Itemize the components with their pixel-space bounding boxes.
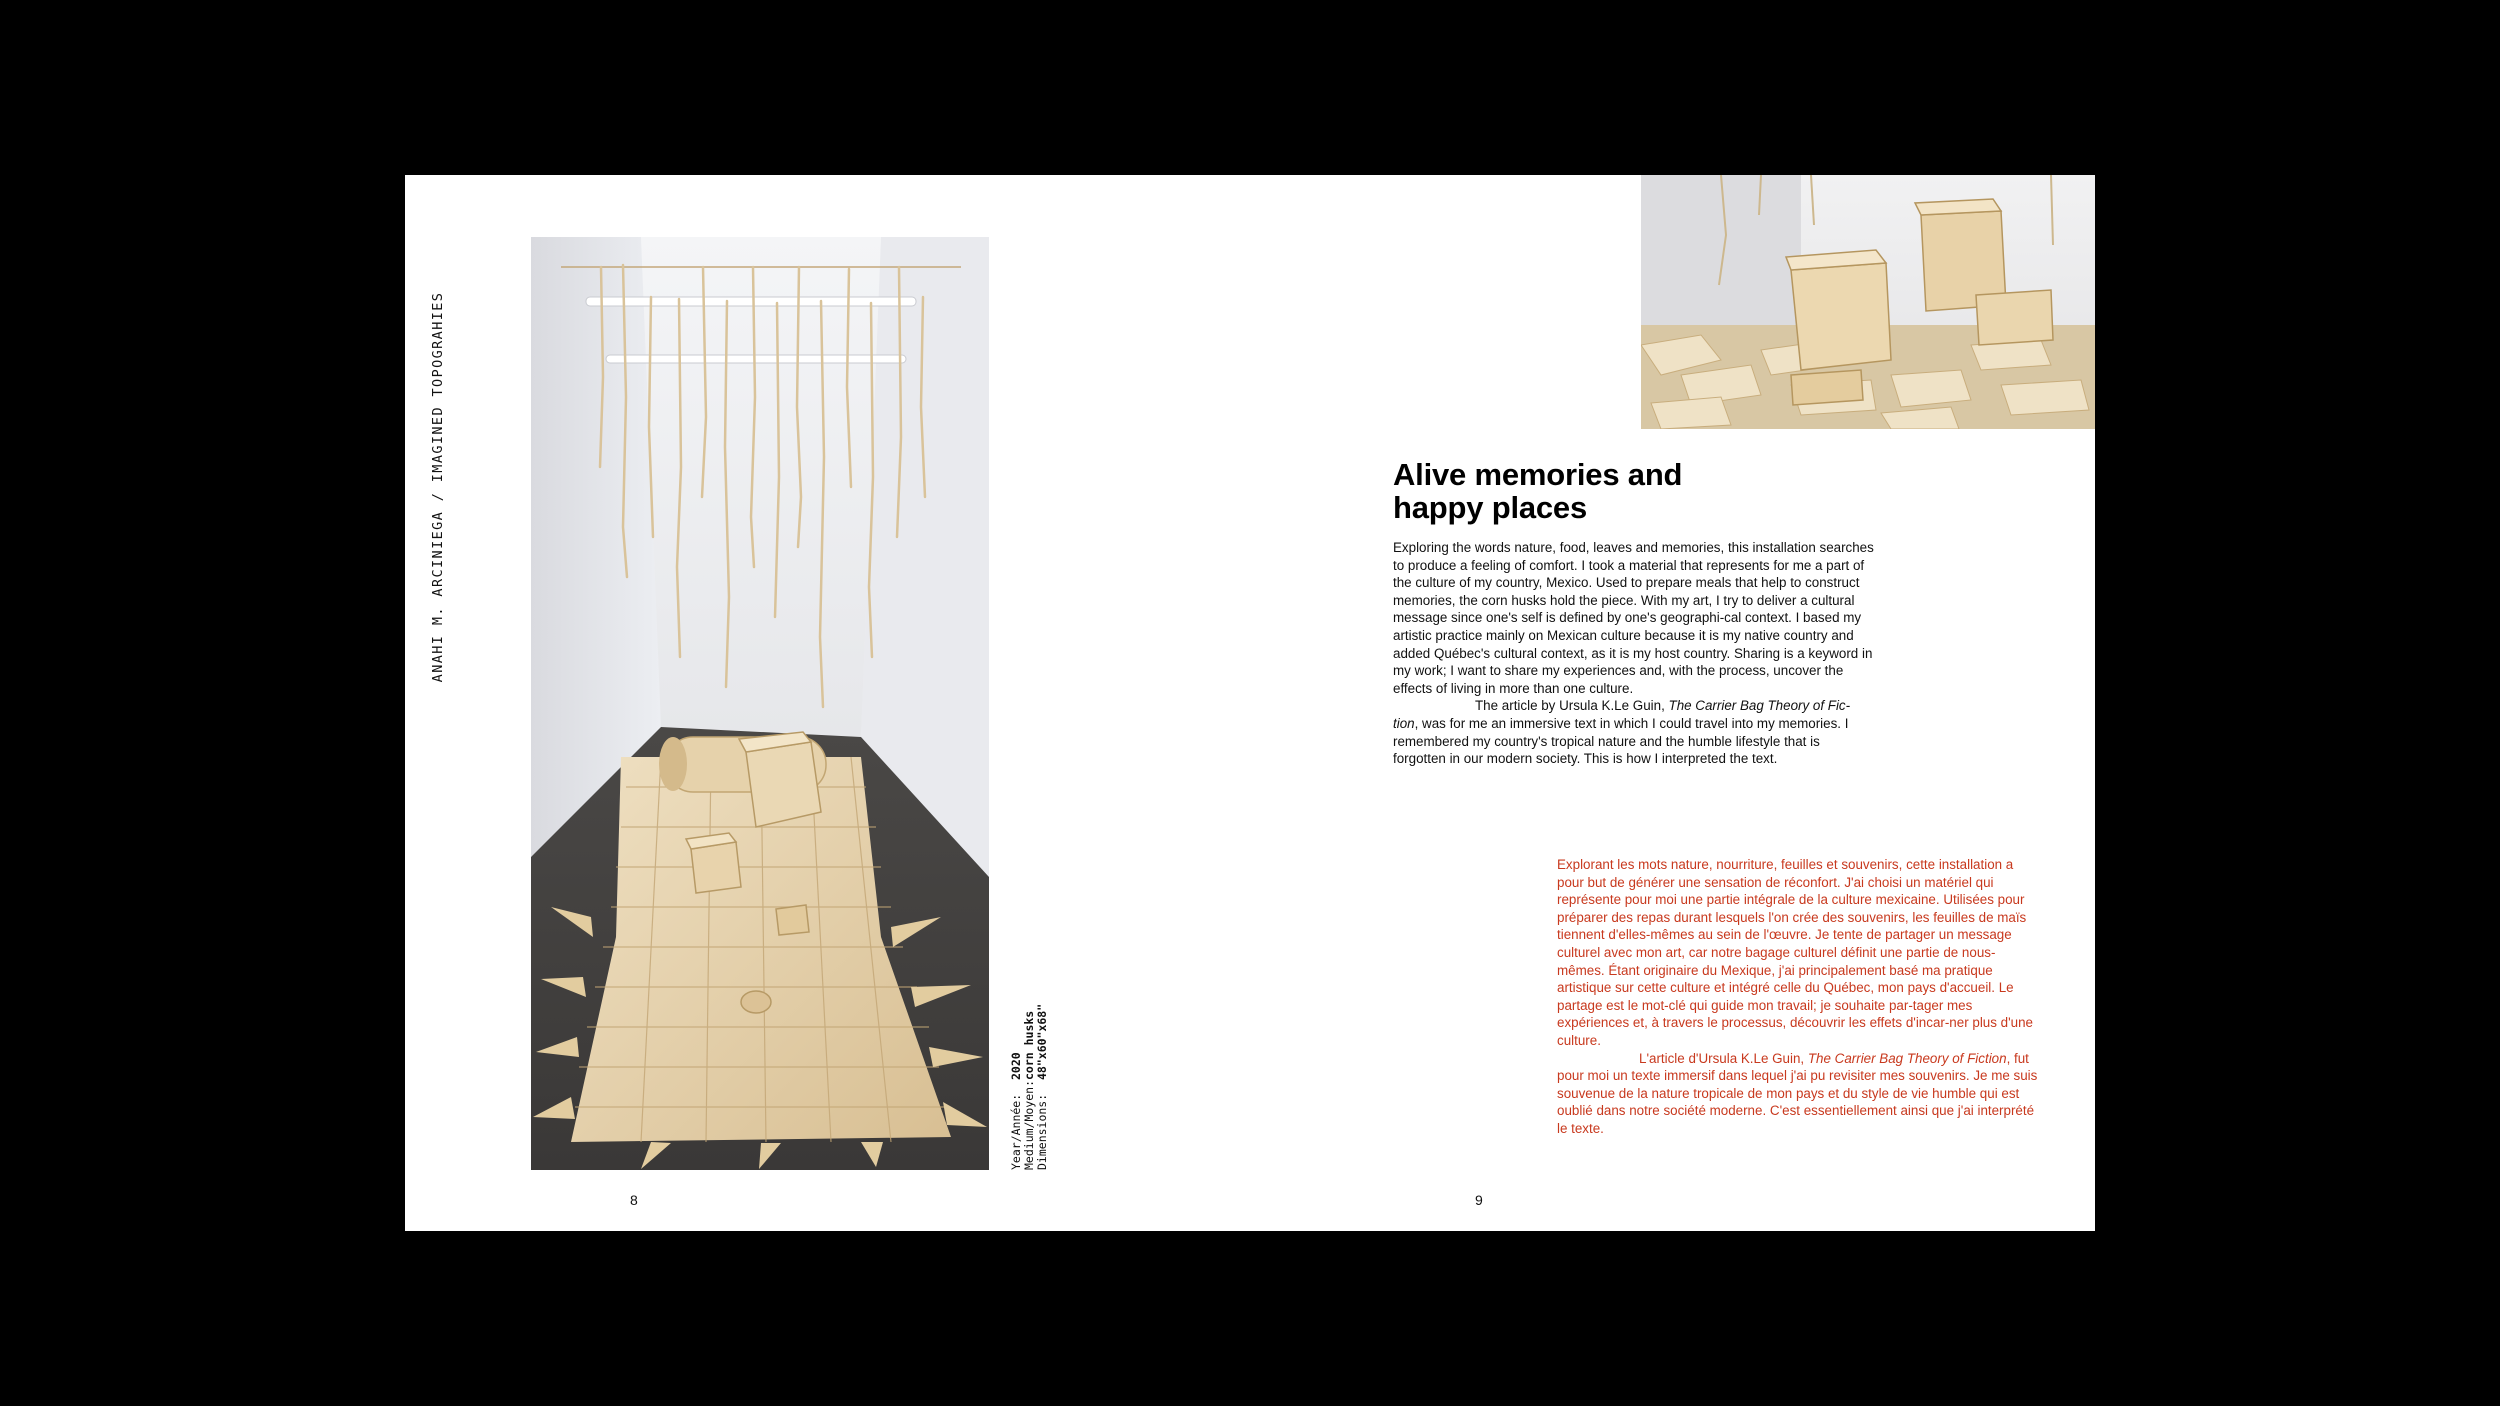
english-text: [1393, 539, 1875, 768]
english-p2-book-title: The Carrier Bag Theory of Fic-tion: [1393, 698, 1851, 731]
french-p2-start: L'article d'Ursula K.Le Guin,: [1639, 1050, 1808, 1066]
english-paragraph-2: [1393, 697, 1875, 767]
caption-values: [1010, 1004, 1049, 1080]
installation-photo-main: [531, 237, 989, 1170]
english-paragraph-1: Exploring the words nature, food, leaves and memories, this installation searches to produce a feeling of comfort. I took a material that represents for me a part of the culture of my country, Mexico. Used to prepare meals that help to construct memories, the corn husks hold the piece. With my art, I try to deliver a cultural message since one's self is defined by one's geographi-cal context. I based my artistic practice mainly on Mexican culture because it is my native country and added Québec's cultural context, as it is my host country. Sharing is a keyword in my work; I want to share my experiences and, with the process, uncover the effects of living in more than one culture.: [1393, 540, 1874, 696]
caption-value-year: 2020: [1009, 1052, 1023, 1080]
page-number-left: 8: [630, 1192, 638, 1208]
magazine-spread: [405, 175, 2095, 1231]
caption-label-medium: Medium/Moyen:: [1022, 1079, 1036, 1170]
running-head: [430, 291, 446, 683]
detail-photo-illustration: [1641, 175, 2095, 429]
artwork-caption: [1009, 1003, 1049, 1171]
caption-value-dimensions: 48"x60"x68": [1035, 1003, 1049, 1080]
english-p2-end: , was for me an immersive text in which I could travel into my memories. I remembered my country's tropical nature and the humble lifestyle that is forgotten in our modern society. This is how I interpreted the text.: [1393, 715, 1849, 767]
article-title-line2: happy places: [1393, 490, 1588, 525]
installation-photo-detail: [1641, 175, 2095, 429]
caption-labels: [1010, 1080, 1049, 1170]
installation-photo-illustration: [531, 237, 989, 1170]
article-title: [1393, 458, 1773, 524]
french-p2-end: , fut pour moi un texte immersif dans lequel j'ai pu revisiter mes souvenirs. Je me suis souvenue de la nature tropicale de mon pays et du style de vie humble qui est oublié dans notre société moderne. C'est essentiellement ainsi que j'ai interprété le texte.: [1557, 1050, 2038, 1136]
article-title-line1: Alive memories and: [1393, 457, 1683, 492]
french-paragraph-2: [1557, 1050, 2039, 1138]
caption-label-dimensions: Dimensions:: [1035, 1093, 1049, 1170]
english-p2-start: The article by Ursula K.Le Guin,: [1475, 698, 1669, 714]
french-p2-book-title: The Carrier Bag Theory of Fiction: [1807, 1050, 2007, 1066]
french-paragraph-1: Explorant les mots nature, nourriture, feuilles et souvenirs, cette installation a pour but de générer une sensation de réconfort. J'ai choisi un matériel qui représente pour moi une partie intégrale de la culture mexicaine. Utilisées pour préparer des repas durant lesquels l'on crée des souvenirs, les feuilles de maïs tiennent d'elles-mêmes au sein de l'œuvre. Je tente de partager un message culturel avec mon art, car notre bagage culturel définit une partie de nous-mêmes. Étant originaire du Mexique, j'ai principalement basé ma pratique artistique sur cette culture et intégré celle du Québec, mon pays d'accueil. Le partage est le mot-clé qui guide mon travail; je souhaite par-tager mes expériences et, à travers le processus, découvrir les effets d'incar-ner plus d'une culture.: [1557, 857, 2034, 1048]
caption-value-medium: corn husks: [1022, 1010, 1036, 1080]
french-text: [1557, 856, 2039, 1138]
page-number-right: 9: [1475, 1192, 1483, 1208]
caption-label-year: Year/Année:: [1009, 1093, 1023, 1170]
running-head-text: ANAHI M. ARCINIEGA / IMAGINED TOPOGRAHIES: [430, 291, 446, 683]
